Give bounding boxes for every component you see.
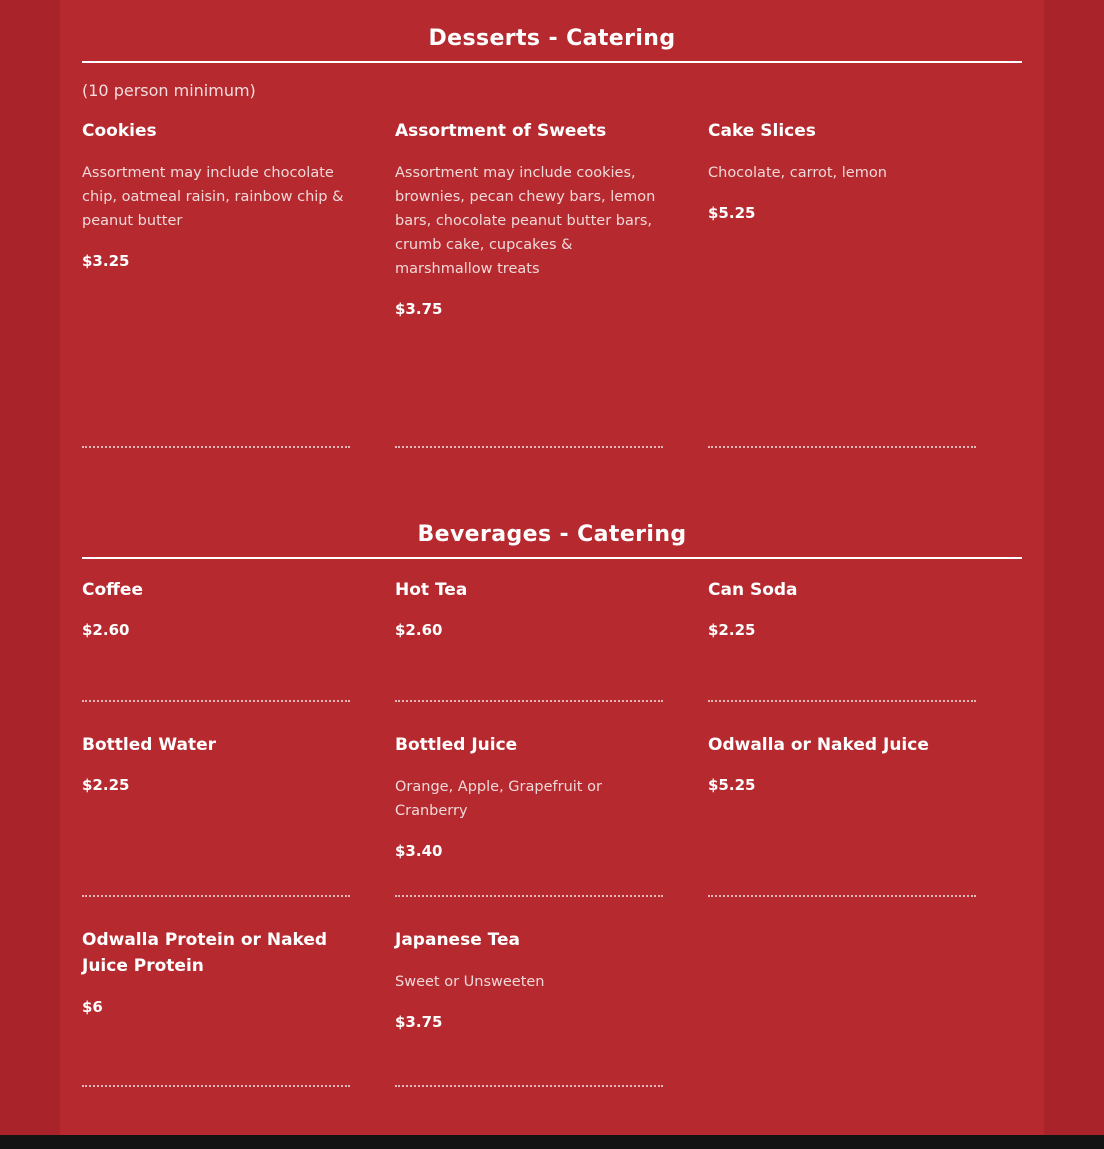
row-spacer: [82, 897, 1022, 927]
menu-item[interactable]: [82, 577, 395, 702]
item-name: Odwalla Protein or Naked Juice Protein: [82, 930, 328, 977]
item-price: $6: [82, 997, 103, 1016]
section-divider: [82, 61, 1022, 63]
row-spacer: [82, 702, 1022, 732]
item-description: Chocolate, carrot, lemon: [708, 165, 887, 182]
menu-item[interactable]: [82, 927, 395, 1087]
item-price: $2.25: [708, 621, 756, 640]
section-spacer: [82, 448, 1022, 496]
menu-item[interactable]: [395, 927, 708, 1087]
section-title-beverages: Beverages - Catering: [417, 522, 687, 547]
menu-item[interactable]: [395, 118, 708, 448]
menu-item[interactable]: [708, 732, 1021, 897]
section-beverages: [82, 496, 1022, 1087]
item-divider-dots: [82, 446, 350, 448]
item-name: Hot Tea: [395, 580, 468, 600]
item-price: $3.75: [395, 1013, 443, 1032]
menu-row: [82, 927, 1022, 1087]
item-name: Cookies: [82, 121, 157, 141]
item-divider-dots: [82, 895, 350, 897]
item-divider-dots: [395, 700, 663, 702]
item-divider-dots: [395, 895, 663, 897]
item-name: Cake Slices: [708, 121, 816, 141]
item-price: $5.25: [708, 204, 756, 223]
item-name: Bottled Water: [82, 735, 216, 755]
item-name: Coffee: [82, 580, 143, 600]
page-bottom-bar: [0, 1135, 1104, 1149]
item-divider-dots: [395, 1085, 663, 1087]
item-description: Assortment may include chocolate chip, oatmeal raisin, rainbow chip & peanut butter: [82, 165, 344, 230]
item-price: $2.25: [82, 776, 130, 795]
menu-item[interactable]: [708, 577, 1021, 702]
section-divider: [82, 557, 1022, 559]
item-divider-dots: [708, 446, 976, 448]
item-name: Assortment of Sweets: [395, 121, 607, 141]
item-description: Sweet or Unsweeten: [395, 974, 545, 991]
item-price: $2.60: [395, 621, 443, 640]
item-description: Assortment may include cookies, brownies, pecan chewy bars, lemon bars, chocolate peanut butter bars, crumb cake, cupcakes & marshmallow treats: [395, 165, 656, 278]
item-price: $3.40: [395, 842, 443, 861]
menu-row: [82, 732, 1022, 897]
menu-row: [82, 577, 1022, 702]
item-name: Odwalla or Naked Juice: [708, 735, 929, 755]
section-title-desserts: Desserts - Catering: [428, 26, 676, 51]
menu-row: [82, 118, 1022, 448]
section-note-desserts: (10 person minimum): [82, 81, 256, 100]
menu-item[interactable]: [82, 732, 395, 897]
item-divider-dots: [708, 700, 976, 702]
section-desserts: [82, 0, 1022, 448]
menu-item[interactable]: [82, 118, 395, 448]
menu-page: [60, 0, 1044, 1135]
menu-item-empty: [708, 927, 1021, 1087]
item-name: Japanese Tea: [395, 930, 520, 950]
menu-item[interactable]: [708, 118, 1021, 448]
item-divider-dots: [708, 895, 976, 897]
menu-item[interactable]: [395, 577, 708, 702]
item-price: $5.25: [708, 776, 756, 795]
item-price: $3.25: [82, 252, 130, 271]
item-divider-dots: [82, 700, 350, 702]
item-name: Can Soda: [708, 580, 798, 600]
item-description: Orange, Apple, Grapefruit or Cranberry: [395, 779, 602, 820]
item-divider-dots: [82, 1085, 350, 1087]
item-name: Bottled Juice: [395, 735, 518, 755]
menu-item[interactable]: [395, 732, 708, 897]
menu-content: [82, 0, 1022, 1087]
item-price: $3.75: [395, 299, 443, 318]
item-price: $2.60: [82, 621, 130, 640]
item-divider-dots: [395, 446, 663, 448]
